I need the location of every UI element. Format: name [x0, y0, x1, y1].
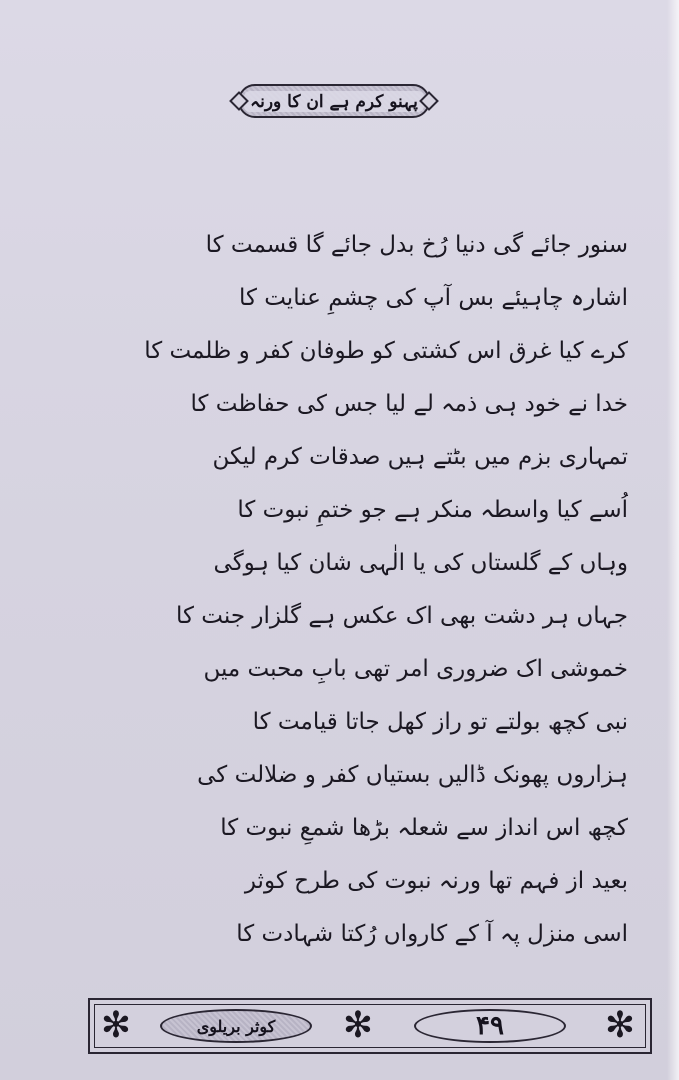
verse-line: اشارہ چاہیئے بس آپ کی چشمِ عنایت کا [238, 285, 628, 311]
ornament-asterisk-icon: ✻ [100, 1005, 132, 1046]
page-number: ۴۹ [476, 1011, 504, 1041]
poem-title: پہنو کرم ہے ان کا ورنہ [244, 91, 424, 112]
page-edge-highlight [667, 0, 679, 1080]
verse-line: کچھ اس انداز سے شعلہ بڑھا شمعِ نبوت کا [220, 815, 628, 841]
verse-line: خدا نے خود ہی ذمہ لے لیا جس کی حفاظت کا [190, 391, 628, 417]
verse-line: وہاں کے گلستاں کی یا الٰہی شان کیا ہوگی [213, 550, 628, 576]
poet-name: کوثر بریلوی [196, 1016, 276, 1036]
verse-line: سنور جائے گی دنیا رُخ بدل جائے گا قسمت کا [205, 232, 628, 258]
verse-line: خموشی اک ضروری امر تھی بابِ محبت میں [203, 656, 628, 682]
poem-title-banner [238, 84, 430, 118]
poet-name-oval [160, 1009, 312, 1043]
page-footer [88, 998, 652, 1054]
verse-line: نبی کچھ بولتے تو راز کھل جاتا قیامت کا [252, 709, 628, 735]
verse-line: تمہاری بزم میں بٹتے ہیں صدقات کرم لیکن [212, 444, 628, 470]
verse-line: جہاں ہر دشت بھی اک عکس ہے گلزار جنت کا [176, 603, 628, 629]
verse-line: اُسے کیا واسطہ منکر ہے جو ختمِ نبوت کا [237, 497, 628, 523]
verse-line: اسی منزل پہ آ کے کارواں رُکتا شہادت کا [236, 921, 628, 947]
verse-line: کرے کیا غرق اس کشتی کو طوفان کفر و ظلمت کا [144, 338, 628, 364]
poem-body [30, 232, 650, 972]
page-number-oval [414, 1009, 566, 1043]
verse-line: بعید از فہم تھا ورنہ نبوت کی طرح کوثر [244, 868, 628, 894]
ornament-asterisk-icon: ✻ [604, 1005, 636, 1046]
verse-line: ہزاروں پھونک ڈالیں بستیاں کفر و ضلالت کی [197, 762, 628, 788]
ornament-asterisk-icon: ✻ [342, 1005, 374, 1046]
